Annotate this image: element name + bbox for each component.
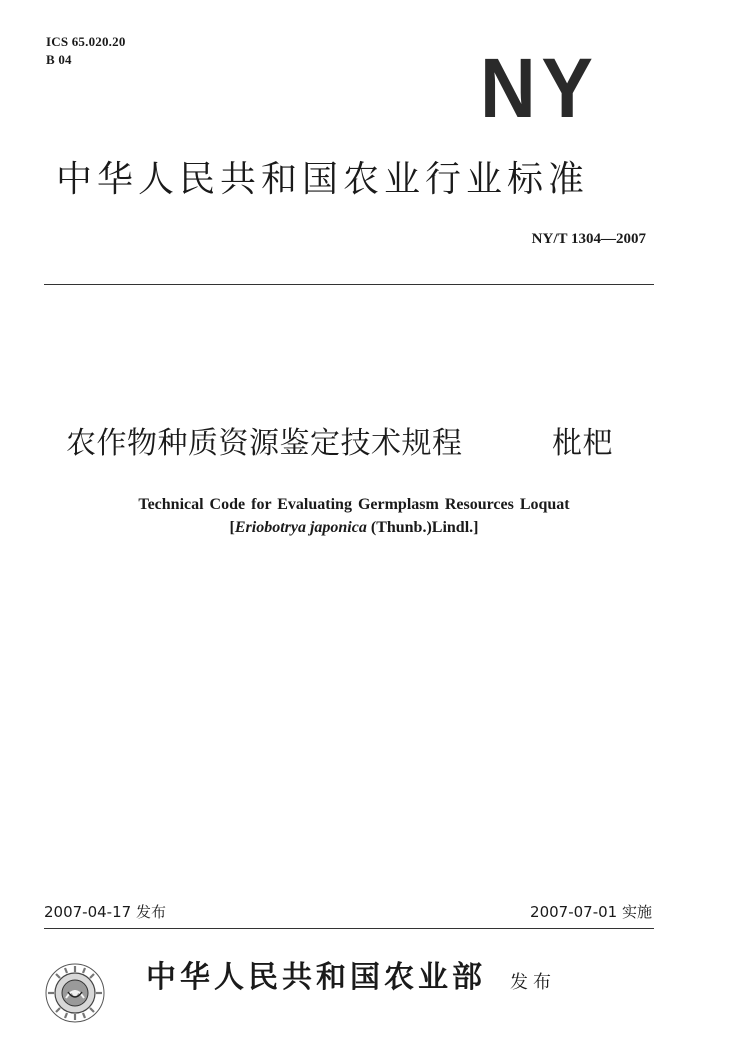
ny-logo: NY [480, 41, 599, 135]
latin-bracket-open: [ [229, 519, 235, 536]
standard-number: NY/T 1304—2007 [531, 231, 646, 247]
top-divider [44, 284, 654, 285]
ics-text: ICS 65.020.20 [46, 34, 126, 49]
publisher-action: 发布 [510, 972, 556, 993]
standard-category-title: 中华人民共和国农业行业标准 [56, 159, 590, 200]
ics-code [46, 34, 126, 50]
publisher-name: 中华人民共和国农业部 [146, 960, 486, 995]
ccs-text: B 04 [46, 52, 72, 67]
bottom-divider [44, 928, 654, 929]
document-latin-name [104, 518, 604, 538]
ccs-code [46, 52, 72, 68]
latin-species-name: Eriobotrya japonica [234, 519, 367, 536]
ministry-emblem-icon [44, 962, 106, 1024]
document-subtitle-cn: 枇杷 [552, 426, 613, 461]
issue-date: 2007-04-17 发布 [44, 903, 166, 921]
latin-authority: (Thunb.)Lindl.] [366, 519, 479, 536]
implementation-date: 2007-07-01 实施 [530, 903, 652, 921]
document-title-en: Technical Code for Evaluating Germplasm Resources Loquat [138, 496, 570, 513]
document-title-cn: 农作物种质资源鉴定技术规程 [66, 426, 463, 461]
